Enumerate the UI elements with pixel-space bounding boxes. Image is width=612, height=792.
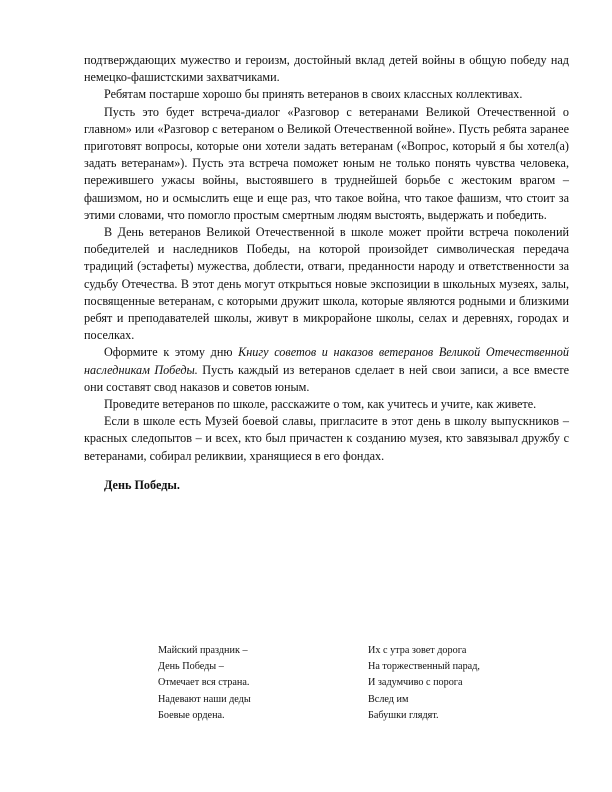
- poem-line: На торжественный парад,: [368, 661, 480, 673]
- paragraph-2: Ребятам постарше хорошо бы принять ветеранов в своих классных коллективах.: [104, 87, 523, 102]
- paragraph-6: Проведите ветеранов по школе, расскажите о том, как учитесь и учите, как живете.: [104, 397, 537, 412]
- paragraph-5-lead: Оформите к этому дню: [104, 345, 239, 360]
- poem-stanza-right: [368, 643, 538, 724]
- poem-line: День Победы –: [158, 661, 224, 673]
- paragraph-4: В День ветеранов Великой Отечественной в школе может пройти встреча поколений победителей и наследников Победы, на которой произойдет символическая передача традиций (эстафеты) мужества, доблести, отваги, преданности народу и ответственности за судьбу Отечества. В этот день могут открыться новые экспозиции в школьных музеях, залы, посвященные ветеранам, с которыми дружит школа, которые являются родными и близкими ребят и преподавателей школы, живут в микрорайоне школы, селах и деревнях, городах и поселках.: [84, 225, 569, 343]
- poem-line: Надевают наши деды: [158, 693, 251, 705]
- poem-stanza-left: [158, 643, 328, 724]
- paragraph-1: подтверждающих мужество и героизм, достойный вклад детей войны в общую победу над немецко-фашистскими захватчиками.: [84, 53, 569, 85]
- paragraph-3: Пусть это будет встреча-диалог «Разговор с ветеранами Великой Отечественной о главном» или «Разговор с ветераном о Великой Отечественной войне». Пусть ребята заранее приготовят вопросы, которые они хотели задать ветеранам («Вопрос, который я бы хотел(а) задать ветеранам»). Пусть эта встреча поможет юным не только понять чувства человека, пережившего ужасы войны, выстоявшего в труднейшей борьбе с жестоким врагом – фашизмом, но и осмыслить еще и еще раз, что такое война, что такое фашизм, что стоит за этими словами, что помогло простым смертным людям выстоять, выдержать и победить.: [84, 104, 569, 222]
- paragraph-5-tail: Пусть каждый из ветеранов сделает в ней свои записи, а все вместе они составят свод наказов и советов юным.: [84, 362, 569, 394]
- poem-line: Бабушки глядят.: [368, 709, 439, 721]
- paragraph-5: [84, 344, 569, 396]
- paragraph-7: Если в школе есть Музей боевой славы, пригласите в этот день в школу выпускников – красных следопытов – и всех, кто был причастен к созданию музея, кто завязывал дружбу с ветеранами, собирал реликвии, хранящиеся в его фондах.: [84, 414, 569, 463]
- document-page: [84, 52, 569, 494]
- poem-title: День Победы.: [104, 477, 180, 492]
- poem: [158, 643, 538, 724]
- book-title-italic: Книгу советов и наказов ветеранов Великой Отечественной наследникам Победы.: [84, 345, 569, 377]
- poem-line: Отмечает вся страна.: [158, 677, 250, 689]
- poem-line: И задумчиво с порога: [368, 677, 463, 689]
- poem-line: Вслед им: [368, 693, 409, 705]
- poem-line: Боевые ордена.: [158, 709, 225, 721]
- poem-line: Их с утра зовет дорога: [368, 645, 467, 656]
- poem-line: Майский праздник –: [158, 645, 248, 656]
